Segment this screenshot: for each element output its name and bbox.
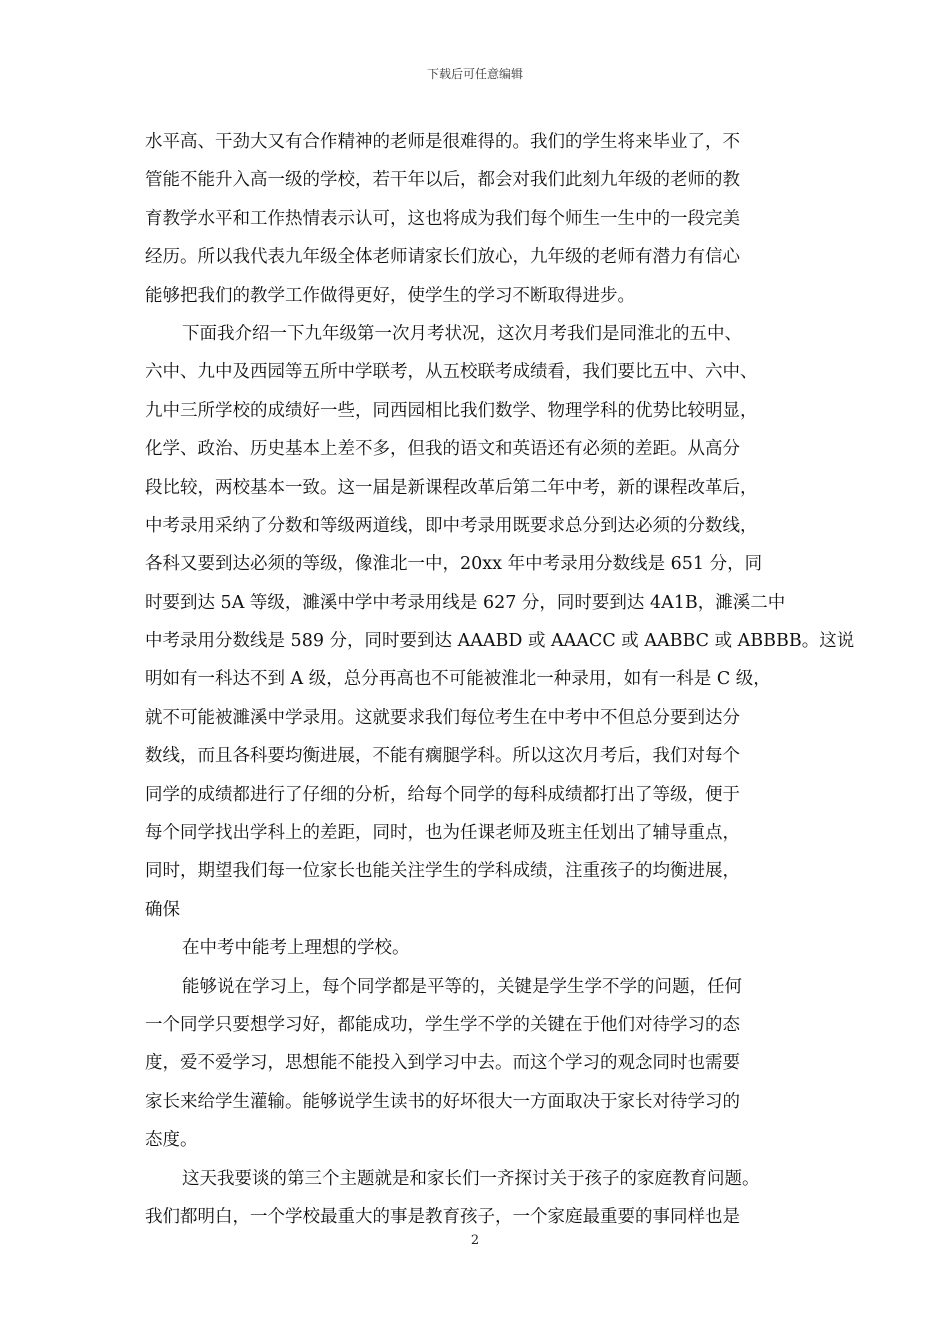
text-line: 度，爱不爱学习，思想能不能投入到学习中去。而这个学习的观念同时也需要: [145, 1053, 740, 1074]
text-line: 中考录用采纳了分数和等级两道线，即中考录用既要求总分到达必须的分数线，: [145, 515, 758, 536]
body-text: [145, 123, 855, 1236]
text-line: 经历。所以我代表九年级全体老师请家长们放心，九年级的老师有潜力有信心: [145, 247, 740, 268]
text-line: 中考录用分数线是 589 分，同时要到达 AAABD 或 AAACC 或 AABBC 或 ABBBB。这说: [145, 631, 855, 652]
text-line: 能够说在学习上，每个同学都是平等的，关键是学生学不学的问题，任何: [182, 976, 742, 997]
text-line: 六中、九中及西园等五所中学联考，从五校联考成绩看，我们要比五中、六中、: [145, 362, 758, 383]
text-line: 家长来给学生灌输。能够说学生读书的好坏很大一方面取决于家长对待学习的: [145, 1091, 740, 1112]
text-line: 每个同学找出学科上的差距，同时，也为任课老师及班主任划出了辅导重点，: [145, 823, 740, 844]
text-line: 一个同学只要想学习好，都能成功，学生学不学的关键在于他们对待学习的态: [145, 1014, 740, 1035]
text-line: 同学的成绩都进行了仔细的分析，给每个同学的每科成绩都打出了等级，便于: [145, 784, 740, 805]
text-line: 育教学水平和工作热情表示认可，这也将成为我们每个师生一生中的一段完美: [145, 208, 740, 229]
text-line: 管能不能升入高一级的学校，若干年以后，都会对我们此刻九年级的老师的教: [145, 170, 740, 191]
text-line: 水平高、干劲大又有合作精神的老师是很难得的。我们的学生将来毕业了，不: [145, 132, 740, 152]
page-header: 下载后可任意编辑: [426, 67, 523, 81]
text-line: 明如有一科达不到 A 级，总分再高也不可能被淮北一种录用，如有一科是 C 级，: [145, 669, 771, 690]
text-line: 能够把我们的教学工作做得更好，使学生的学习不断取得进步。: [145, 285, 635, 306]
text-line: 各科又要到达必须的等级，像淮北一中，20xx 年中考录用分数线是 651 分，同: [145, 554, 763, 575]
text-line: 九中三所学校的成绩好一些，同西园相比我们数学、物理学科的优势比较明显，: [145, 400, 758, 421]
text-line: 这天我要谈的第三个主题就是和家长们一齐探讨关于孩子的家庭教育问题。: [182, 1168, 760, 1189]
text-line: 同时，期望我们每一位家长也能关注学生的学科成绩，注重孩子的均衡进展，: [145, 861, 740, 882]
text-line: 数线，而且各科要均衡进展，不能有瘸腿学科。所以这次月考后，我们对每个: [145, 746, 740, 767]
text-line: 时要到达 5A 等级，濉溪中学中考录用线是 627 分，同时要到达 4A1B，濉溪二中: [145, 592, 786, 613]
text-line: 化学、政治、历史基本上差不多，但我的语文和英语还有必须的差距。从高分: [145, 439, 740, 460]
text-line: 态度。: [145, 1130, 198, 1151]
text-line: 段比较，两校基本一致。这一届是新课程改革后第二年中考，新的课程改革后，: [145, 477, 758, 498]
page-number: 2: [470, 1233, 480, 1248]
text-line: 我们都明白，一个学校最重大的事是教育孩子，一个家庭最重要的事同样也是: [145, 1206, 740, 1227]
text-line: 下面我介绍一下九年级第一次月考状况，这次月考我们是同淮北的五中、: [182, 323, 742, 344]
text-line: 确保: [145, 899, 180, 920]
text-line: 在中考中能考上理想的学校。: [182, 938, 410, 959]
text-line: 就不可能被濉溪中学录用。这就要求我们每位考生在中考中不但总分要到达分: [145, 707, 740, 728]
